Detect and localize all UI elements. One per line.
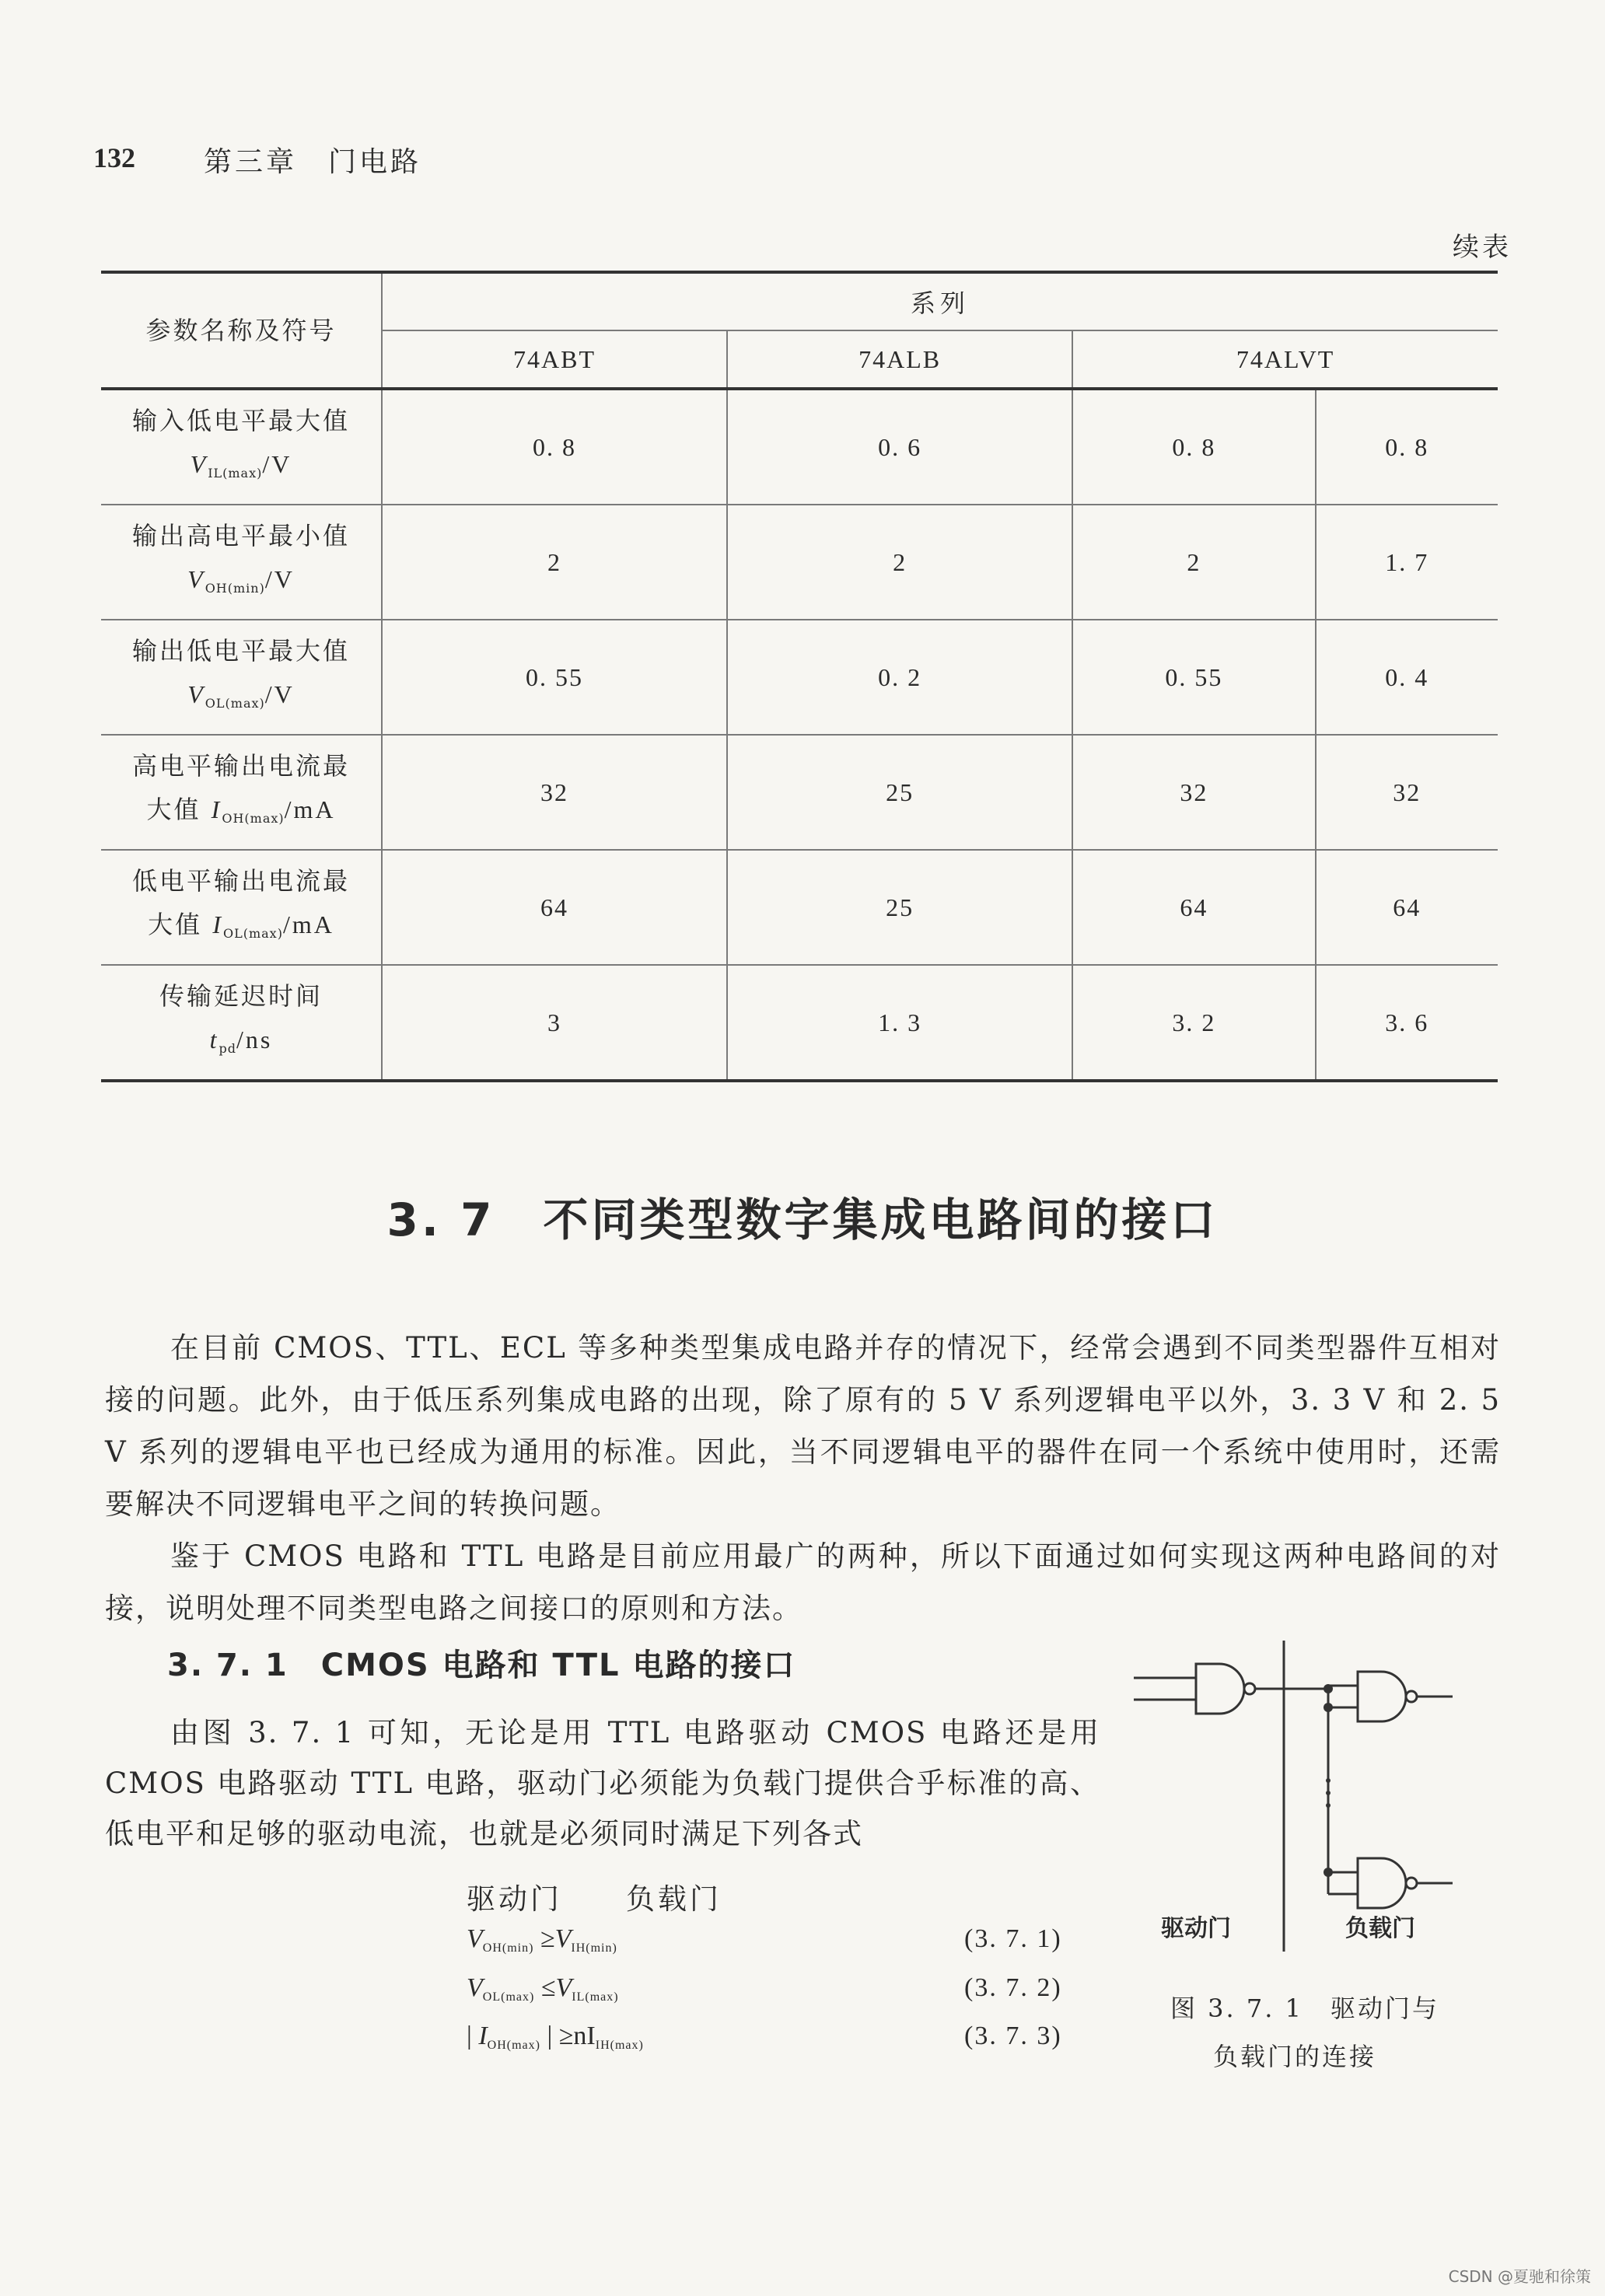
table-continued-label: 续表 xyxy=(1453,232,1512,263)
value-cell: 32 xyxy=(382,735,727,850)
param-name-cell xyxy=(101,505,382,620)
column-header: 74ABT xyxy=(382,330,727,389)
value-cell: 0. 55 xyxy=(1072,620,1315,735)
value-cell: 1. 3 xyxy=(727,965,1072,1081)
load-gate-label: 负载门 xyxy=(1345,1915,1415,1942)
value-cell: 25 xyxy=(727,850,1072,965)
paragraph: 由图 3. 7. 1 可知，无论是用 TTL 电路驱动 CMOS 电路还是用 CMOS 电路驱动 TTL 电路，驱动门必须能为负载门提供合乎标准的高、低电平和足够的驱动电流，也就是必须同时满足下列各式 xyxy=(105,1716,1100,1850)
equation-number: (3. 7. 3) xyxy=(964,2022,1062,2050)
param-name-cell xyxy=(101,620,382,735)
section-title: 3. 7 不同类型数字集成电路间的接口 xyxy=(386,1193,1219,1246)
column-header: 74ALB xyxy=(727,330,1072,389)
equation-number: (3. 7. 1) xyxy=(964,1924,1062,1953)
value-cell: 2 xyxy=(382,505,727,620)
param-name-cell xyxy=(101,389,382,505)
equation: | $I_{OH(max)}$ | $\ge nI_{IH(max)}$ xyxy=(467,2022,644,2052)
table-row xyxy=(101,389,1498,505)
page-number: 132 xyxy=(93,142,135,173)
paragraph: 鉴于 CMOS 电路和 TTL 电路是目前应用最广的两种，所以下面通过如何实现这两种电路间的对接，说明处理不同类型电路之间接口的原则和方法。 xyxy=(105,1539,1501,1625)
value-cell: 0. 55 xyxy=(382,620,727,735)
paragraph: 在目前 CMOS、TTL、ECL 等多种类型集成电路并存的情况下，经常会遇到不同类型器件互相对接的问题。此外，由于低压系列集成电路的出现，除了原有的 5 V 系列逻辑电平以外，3. 3 V 和 2. 5 V 系列的逻辑电平也已经成为通用的标准。因此，当不同逻辑电平的器件在同一个系统中使用时，还需要解决不同逻辑电平之间的转换问题。 xyxy=(105,1331,1501,1521)
nand-gate-load-icon xyxy=(1358,1672,1406,1721)
param-name: 输出高电平最小值 xyxy=(131,521,350,550)
subsection-body xyxy=(105,1707,1100,1859)
param-name: 高电平输出电流最 xyxy=(131,751,350,781)
param-symbol: $t_{pd}/ns$ xyxy=(209,1026,273,1056)
table-row xyxy=(101,505,1498,620)
param-name-cell xyxy=(101,735,382,850)
param-name: 输出低电平最大值 xyxy=(131,636,350,666)
figure-caption: 图 3. 7. 1 驱动门与 xyxy=(1170,1994,1439,2023)
table-header-row xyxy=(101,272,1498,330)
param-name: 传输延迟时间 xyxy=(159,981,323,1011)
param-symbol: $V_{OL(max)}/V$ xyxy=(187,680,295,711)
value-cell: 0. 8 xyxy=(382,389,727,505)
param-name-cell xyxy=(101,850,382,965)
parameter-table xyxy=(101,271,1498,1082)
value-cell: 3 xyxy=(382,965,727,1081)
equation: $V_{OL(max)} \le V_{IL(max)}$ xyxy=(467,1973,619,2004)
section-body xyxy=(105,1322,1501,1634)
param-symbol: 大值 $I_{OH(max)}/mA$ xyxy=(146,795,336,826)
table-row xyxy=(101,735,1498,850)
value-cell: 64 xyxy=(382,850,727,965)
param-symbol: $V_{OH(min)}/V$ xyxy=(187,565,295,596)
chapter-title: 第三章 门电路 xyxy=(204,146,422,178)
value-cell: 32 xyxy=(1316,735,1498,850)
value-cell: 64 xyxy=(1316,850,1498,965)
param-header-cell: 参数名称及符号 xyxy=(101,272,382,389)
table-row xyxy=(101,620,1498,735)
nand-gate-load-icon xyxy=(1358,1858,1406,1908)
value-cell: 0. 2 xyxy=(727,620,1072,735)
value-cell: 0. 8 xyxy=(1316,389,1498,505)
value-cell: 2 xyxy=(1072,505,1315,620)
drive-gate-label: 驱动门 xyxy=(1161,1915,1231,1942)
equation-header: 驱动门 负载门 xyxy=(467,1882,722,1916)
param-name: 低电平输出电流最 xyxy=(131,866,350,896)
table-row xyxy=(101,965,1498,1081)
value-cell: 0. 4 xyxy=(1316,620,1498,735)
watermark: CSDN @夏驰和徐策 xyxy=(1448,2267,1591,2286)
subsection-title: 3. 7. 1 CMOS 电路和 TTL 电路的接口 xyxy=(167,1648,796,1683)
value-cell: 3. 2 xyxy=(1072,965,1315,1081)
nand-gate-driver-icon xyxy=(1196,1664,1244,1714)
value-cell: 64 xyxy=(1072,850,1315,965)
equation-number: (3. 7. 2) xyxy=(964,1973,1062,2002)
param-symbol: 大值 $I_{OL(max)}/mA$ xyxy=(148,910,334,941)
table-row xyxy=(101,850,1498,965)
value-cell: 25 xyxy=(727,735,1072,850)
param-symbol: $V_{IL(max)}/V$ xyxy=(190,450,292,481)
column-header: 74ALVT xyxy=(1072,330,1498,389)
value-cell: 0. 8 xyxy=(1072,389,1315,505)
series-header-cell: 系列 xyxy=(382,272,1498,330)
value-cell: 0. 6 xyxy=(727,389,1072,505)
value-cell: 2 xyxy=(727,505,1072,620)
param-name-cell xyxy=(101,965,382,1081)
param-name: 输入低电平最大值 xyxy=(131,406,350,435)
value-cell: 3. 6 xyxy=(1316,965,1498,1081)
figure-caption: 负载门的连接 xyxy=(1213,2042,1377,2071)
value-cell: 32 xyxy=(1072,735,1315,850)
equation: $V_{OH(min)} \ge V_{IH(min)}$ xyxy=(467,1924,617,1955)
value-cell: 1. 7 xyxy=(1316,505,1498,620)
